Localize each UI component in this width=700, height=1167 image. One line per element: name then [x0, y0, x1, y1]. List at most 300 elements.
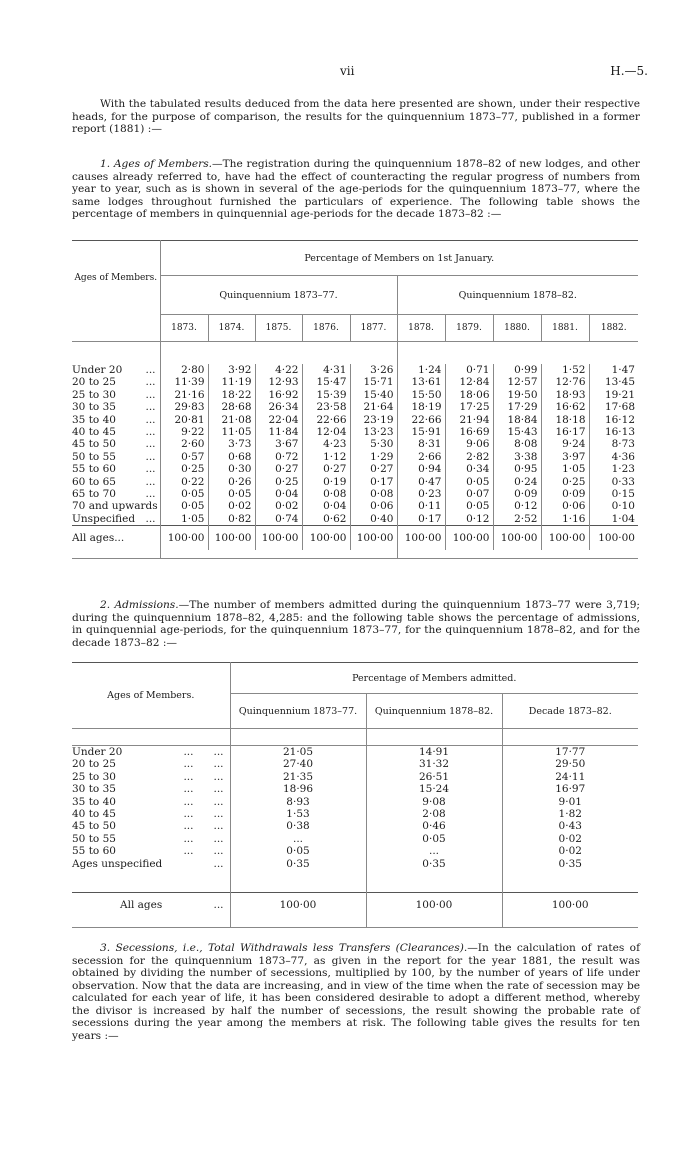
table-cell: 23·58 [302, 401, 350, 413]
table-row [72, 414, 638, 426]
age-label [72, 438, 160, 450]
table-cell: 0·43 [502, 820, 638, 832]
total-cell: 100·00 [589, 526, 638, 551]
total-label-text: All ages [120, 899, 163, 912]
table-cell: 21·16 [160, 389, 208, 401]
table-cell: 0·26 [208, 476, 255, 488]
page-header [0, 64, 700, 80]
table-cell: 1·29 [350, 451, 397, 463]
table-cell: 18·22 [208, 389, 255, 401]
section2-paragraph [72, 599, 640, 649]
group-header-1873-77: Quinquennium 1873–77. [160, 276, 397, 315]
table-cell: 1·53 [230, 808, 366, 820]
table-cell: 11·19 [208, 376, 255, 388]
table-row [72, 389, 638, 401]
section3-text: —In the calculation of rates of secession for the quinquennium 1873–77, as given in the report for the year 1881, the result was obtained by dividing the number of secessions, multiplied by 100, by the number of years of life under observation. Now that the data are increasing, and in view of the time when the rate of secession may be calculated for each year of life, it has been considered desirable to adopt a different method, whereby the divisor is increased by half the number of secessions, the result showing the probable rate of secessions during the year among the members at risk. The following table gives the results for ten years :— [72, 942, 640, 1042]
age-label-text: 30 to 35 [72, 783, 116, 796]
table-cell: 16·69 [445, 426, 493, 438]
table-cell: 16·13 [589, 426, 638, 438]
leader-dots: ... [145, 364, 156, 376]
table-cell: 1·04 [589, 513, 638, 526]
section2-title: 2. Admissions. [100, 599, 179, 611]
age-label-text: 50 to 55 [72, 450, 116, 463]
table-cell: 4·36 [589, 451, 638, 463]
age-label-text: 20 to 25 [72, 758, 116, 771]
total-cell: 100·00 [255, 526, 302, 551]
year-spacer [72, 315, 160, 342]
table-cell: ... [366, 845, 502, 857]
table-cell: 4·31 [302, 364, 350, 376]
table-row [72, 438, 638, 450]
table-cell: 8·08 [493, 438, 541, 450]
table-cell: 12·04 [302, 426, 350, 438]
total-cell: 100·00 [230, 893, 366, 918]
age-label [72, 488, 160, 500]
ages-of-members-table [72, 240, 638, 559]
age-label-text: 45 to 50 [72, 438, 116, 451]
table-cell: 0·02 [255, 500, 302, 512]
table-cell: 9·22 [160, 426, 208, 438]
age-label [72, 845, 230, 857]
table-row [72, 376, 638, 388]
table-cell: 0·08 [302, 488, 350, 500]
table-cell: 13·45 [589, 376, 638, 388]
age-label [72, 463, 160, 475]
leader-dots: ... [145, 475, 156, 488]
age-label-text: Unspecified [72, 512, 136, 525]
section1-paragraph [72, 158, 640, 221]
table-cell: 9·08 [366, 796, 502, 808]
table-row [72, 451, 638, 463]
table-cell: 5·30 [350, 438, 397, 450]
table-row [72, 463, 638, 475]
table-cell: 12·76 [541, 376, 589, 388]
age-label-text: 60 to 65 [72, 475, 116, 488]
table-cell: 0·35 [502, 858, 638, 870]
section2-text: —The number of members admitted during the quinquennium 1873–77 were 3,719; during the quinquennium 1878–82, 4,285: and the following table shows the percentage of admissions, in quinquennial age-periods, for the quinquennium 1873–77, for the quinquennium 1878–82, and for the decade 1873–82 :— [72, 599, 640, 649]
table-cell: 27·40 [230, 758, 366, 770]
table-cell: 21·35 [230, 771, 366, 783]
table-cell: 0·06 [350, 500, 397, 512]
age-label [72, 796, 230, 808]
table-cell: 0·05 [160, 488, 208, 500]
age-label [72, 858, 230, 870]
table-cell: 11·39 [160, 376, 208, 388]
age-label-text: 35 to 40 [72, 413, 116, 426]
table-cell: 4·22 [255, 364, 302, 376]
total-cell: 100·00 [541, 526, 589, 551]
table-cell: 24·11 [502, 771, 638, 783]
table-cell: 8·93 [230, 796, 366, 808]
year-header: 1880. [493, 315, 541, 342]
table-cell: 15·47 [302, 376, 350, 388]
table-cell: 0·15 [589, 488, 638, 500]
age-label-text: 50 to 55 [72, 832, 116, 845]
table-cell: 0·04 [255, 488, 302, 500]
table-cell: 16·92 [255, 389, 302, 401]
age-label-text: 55 to 60 [72, 463, 116, 476]
age-label [72, 451, 160, 463]
age-label [72, 820, 230, 832]
leader-dots: ... [145, 488, 156, 501]
table-cell: 1·05 [160, 513, 208, 526]
age-label-text: 25 to 30 [72, 770, 116, 783]
table-cell: 13·23 [350, 426, 397, 438]
age-label [72, 426, 160, 438]
table-cell: 0·33 [589, 476, 638, 488]
page-number: vii [340, 64, 355, 78]
year-header: 1877. [350, 315, 397, 342]
table-row [72, 513, 638, 526]
table-cell: 0·02 [208, 500, 255, 512]
total-cell: 100·00 [502, 893, 638, 918]
table-cell: 14·91 [366, 746, 502, 759]
table-cell: 9·24 [541, 438, 589, 450]
age-label-text: Under 20 [72, 746, 123, 758]
table1-top-header: Percentage of Members on 1st January. [160, 241, 638, 276]
total-label: All ages... [72, 532, 125, 545]
table-cell: 0·17 [350, 476, 397, 488]
leader-dots: ... [145, 512, 156, 525]
age-label [72, 783, 230, 795]
leader-dots: ... ... [183, 820, 224, 833]
age-label [72, 500, 160, 512]
total-cell: 100·00 [208, 526, 255, 551]
age-label-text: 45 to 50 [72, 820, 116, 833]
leader-dots: ... [213, 857, 224, 870]
total-cell: 100·00 [160, 526, 208, 551]
table-cell: 3·97 [541, 451, 589, 463]
table-cell: 16·12 [589, 414, 638, 426]
table-cell: 0·27 [350, 463, 397, 475]
table-cell: 2·08 [366, 808, 502, 820]
table-cell: 0·11 [397, 500, 445, 512]
table-cell: 1·52 [541, 364, 589, 376]
table-cell: 0·05 [160, 500, 208, 512]
table-cell: 18·19 [397, 401, 445, 413]
leader-dots: ... ... [183, 783, 224, 796]
table-cell: 0·57 [160, 451, 208, 463]
table-cell: 0·72 [255, 451, 302, 463]
table-cell: 3·73 [208, 438, 255, 450]
total-label [72, 893, 230, 918]
table-row [72, 845, 638, 857]
table-cell: 3·26 [350, 364, 397, 376]
table-cell: 16·97 [502, 783, 638, 795]
table-cell: 0·27 [255, 463, 302, 475]
table-cell: 0·02 [502, 833, 638, 845]
table-cell: 0·05 [230, 845, 366, 857]
table-cell: 0·74 [255, 513, 302, 526]
leader-dots: ... [145, 401, 156, 414]
table-row [72, 796, 638, 808]
age-label-text: 70 and upwards [72, 500, 158, 513]
table-cell: 0·23 [397, 488, 445, 500]
table-cell: 0·22 [160, 476, 208, 488]
group-header-1878-82: Quinquennium 1878–82. [397, 276, 638, 315]
table-cell: 17·68 [589, 401, 638, 413]
age-label [72, 389, 160, 401]
total-cell: 100·00 [493, 526, 541, 551]
table-cell: 1·82 [502, 808, 638, 820]
table-cell: 26·34 [255, 401, 302, 413]
table-cell: 21·05 [230, 746, 366, 759]
age-label [72, 376, 160, 388]
table-cell: 15·43 [493, 426, 541, 438]
table-cell: 0·08 [350, 488, 397, 500]
table-cell: 0·30 [208, 463, 255, 475]
table-cell: 0·05 [208, 488, 255, 500]
age-label [72, 746, 230, 759]
table-cell: 8·31 [397, 438, 445, 450]
leader-dots: ... ... [183, 808, 224, 821]
table-cell: 21·08 [208, 414, 255, 426]
table-row [72, 364, 638, 376]
table-row [72, 401, 638, 413]
table-cell: 11·84 [255, 426, 302, 438]
age-label-text: Ages unspecified [72, 857, 163, 870]
table-cell: 2·82 [445, 451, 493, 463]
table-cell: 29·50 [502, 758, 638, 770]
table2-row-header: Ages of Members. [107, 690, 195, 701]
age-label [72, 401, 160, 413]
table-cell: 1·23 [589, 463, 638, 475]
year-header: 1875. [255, 315, 302, 342]
table-cell: 9·06 [445, 438, 493, 450]
leader-dots: ... [145, 426, 156, 439]
table-cell: 8·73 [589, 438, 638, 450]
table-cell: 0·35 [230, 858, 366, 870]
table-cell: 15·40 [350, 389, 397, 401]
table-row [72, 820, 638, 832]
year-header: 1874. [208, 315, 255, 342]
table-row [72, 858, 638, 870]
table-cell: 20·81 [160, 414, 208, 426]
section1-text: —The registration during the quinquennium 1878–82 of new lodges, and other causes already referred to, have had the effect of counteracting the regular progress of numbers from year to year, such as is shown in several of the age-periods for the quinquennium 1873–77, where the same lodges throughout furnished the particulars of experience. The following table shows the percentage of members in quinquennial age-periods for the decade 1873–82 :— [72, 158, 640, 220]
table-cell: 0·09 [493, 488, 541, 500]
table-cell: 0·05 [366, 833, 502, 845]
table-cell: 31·32 [366, 758, 502, 770]
table-row [72, 488, 638, 500]
table-cell: 18·93 [541, 389, 589, 401]
table-row [72, 771, 638, 783]
table-row [72, 746, 638, 759]
leader-dots: ... [213, 899, 224, 912]
intro-paragraph [72, 98, 640, 136]
table-row [72, 426, 638, 438]
table-cell: 0·40 [350, 513, 397, 526]
leader-dots: ... [145, 388, 156, 401]
table-cell: 22·66 [302, 414, 350, 426]
table-cell: 2·66 [397, 451, 445, 463]
column-header: Decade 1873–82. [502, 694, 638, 729]
age-label [72, 414, 160, 426]
table-cell: 17·29 [493, 401, 541, 413]
table-cell: 0·94 [397, 463, 445, 475]
year-header: 1882. [589, 315, 638, 342]
table-cell: 16·17 [541, 426, 589, 438]
table-cell: 16·62 [541, 401, 589, 413]
leader-dots: ... ... [183, 832, 224, 845]
table-cell: 15·24 [366, 783, 502, 795]
table-cell: 18·06 [445, 389, 493, 401]
table-row [72, 758, 638, 770]
table-cell: 0·25 [160, 463, 208, 475]
table-cell: 0·06 [541, 500, 589, 512]
table-cell: 0·17 [397, 513, 445, 526]
table-cell: 19·21 [589, 389, 638, 401]
table-cell: 1·05 [541, 463, 589, 475]
table-cell: 9·01 [502, 796, 638, 808]
table-cell: 15·71 [350, 376, 397, 388]
section3-title: 3. Secessions, i.e., Total Withdrawals less Transfers (Clearances). [100, 942, 468, 954]
table-cell: 0·71 [445, 364, 493, 376]
intro-text: With the tabulated results deduced from the data here presented are shown, under their respective heads, for the purpose of comparison, the results for the quinquennium 1873–77, published in a former report (1881) :— [72, 98, 640, 135]
age-label-text: 65 to 70 [72, 488, 116, 501]
table-cell: 17·77 [502, 746, 638, 759]
year-header: 1881. [541, 315, 589, 342]
table-cell: 1·47 [589, 364, 638, 376]
table-cell: 13·61 [397, 376, 445, 388]
table-cell: 22·66 [397, 414, 445, 426]
total-cell: 100·00 [302, 526, 350, 551]
leader-dots: ... [145, 450, 156, 463]
year-header: 1878. [397, 315, 445, 342]
leader-dots: ... ... [183, 758, 224, 771]
table-cell: 11·05 [208, 426, 255, 438]
age-label [72, 758, 230, 770]
age-label-text: 55 to 60 [72, 845, 116, 858]
table2-top-header: Percentage of Members admitted. [230, 663, 638, 694]
year-header: 1873. [160, 315, 208, 342]
table-cell: 0·27 [302, 463, 350, 475]
leader-dots: ... [145, 376, 156, 389]
table-cell: 0·24 [493, 476, 541, 488]
table-cell: 0·35 [366, 858, 502, 870]
table-cell: 15·50 [397, 389, 445, 401]
table-cell: 0·82 [208, 513, 255, 526]
table-cell: 0·68 [208, 451, 255, 463]
table-cell: 2·52 [493, 513, 541, 526]
table-cell: 4·23 [302, 438, 350, 450]
table-cell: 15·91 [397, 426, 445, 438]
table-cell: 0·19 [302, 476, 350, 488]
leader-dots: ... ... [183, 770, 224, 783]
table-cell: 0·05 [445, 500, 493, 512]
admissions-table [72, 662, 638, 928]
total-cell: 100·00 [350, 526, 397, 551]
document-reference: H.—5. [610, 64, 648, 78]
table-row [72, 833, 638, 845]
leader-dots: ... ... [183, 746, 224, 758]
table-row [72, 783, 638, 795]
column-header: Quinquennium 1878–82. [366, 694, 502, 729]
table-cell: 28·68 [208, 401, 255, 413]
age-label-text: 35 to 40 [72, 795, 116, 808]
table-cell: 18·96 [230, 783, 366, 795]
section1-title: 1. Ages of Members. [100, 158, 212, 170]
age-label [72, 476, 160, 488]
year-header: 1879. [445, 315, 493, 342]
leader-dots: ... [145, 463, 156, 476]
table-cell: 0·25 [541, 476, 589, 488]
table-cell: 21·64 [350, 401, 397, 413]
age-label [72, 833, 230, 845]
table-cell: 0·95 [493, 463, 541, 475]
table-cell: 1·12 [302, 451, 350, 463]
table-cell: 0·09 [541, 488, 589, 500]
table-cell: 0·25 [255, 476, 302, 488]
table-cell: 1·24 [397, 364, 445, 376]
age-label-text: 40 to 45 [72, 808, 116, 821]
table-cell: 0·62 [302, 513, 350, 526]
table-cell: 12·93 [255, 376, 302, 388]
table-cell: 0·05 [445, 476, 493, 488]
table-cell: 22·04 [255, 414, 302, 426]
table-row [72, 500, 638, 512]
table-cell: 0·07 [445, 488, 493, 500]
age-label [72, 808, 230, 820]
table-cell: 12·57 [493, 376, 541, 388]
table-cell: 0·12 [493, 500, 541, 512]
section3-paragraph [72, 942, 640, 1042]
table-cell: 0·04 [302, 500, 350, 512]
total-cell: 100·00 [366, 893, 502, 918]
table-cell: 15·39 [302, 389, 350, 401]
year-header: 1876. [302, 315, 350, 342]
age-label-text: 40 to 45 [72, 426, 116, 439]
table-cell: 3·38 [493, 451, 541, 463]
table-row [72, 476, 638, 488]
total-cell: 100·00 [397, 526, 445, 551]
row-header: Ages of Members. [74, 272, 158, 283]
leader-dots: ... [145, 438, 156, 451]
table-cell: 0·12 [445, 513, 493, 526]
table-cell: 26·51 [366, 771, 502, 783]
table-row [72, 808, 638, 820]
table-cell: 18·84 [493, 414, 541, 426]
table-cell: 0·38 [230, 820, 366, 832]
table-cell: 12·84 [445, 376, 493, 388]
table-cell: 19·50 [493, 389, 541, 401]
table-cell: ... [230, 833, 366, 845]
column-header: Quinquennium 1873–77. [230, 694, 366, 729]
age-label-text: Under 20 [72, 364, 123, 376]
table-cell: 0·34 [445, 463, 493, 475]
table-cell: 1·16 [541, 513, 589, 526]
table-cell: 18·18 [541, 414, 589, 426]
table-cell: 2·60 [160, 438, 208, 450]
table-cell: 0·10 [589, 500, 638, 512]
table-cell: 0·47 [397, 476, 445, 488]
table-cell: 17·25 [445, 401, 493, 413]
table-cell: 0·02 [502, 845, 638, 857]
age-label [72, 364, 160, 376]
table-cell: 2·80 [160, 364, 208, 376]
table-cell: 3·67 [255, 438, 302, 450]
table-cell: 29·83 [160, 401, 208, 413]
table-cell: 0·46 [366, 820, 502, 832]
age-label-text: 25 to 30 [72, 388, 116, 401]
age-label-text: 20 to 25 [72, 376, 116, 389]
table-cell: 23·19 [350, 414, 397, 426]
age-label [72, 771, 230, 783]
leader-dots: ... ... [183, 845, 224, 858]
total-cell: 100·00 [445, 526, 493, 551]
leader-dots: ... [145, 413, 156, 426]
age-label [72, 513, 160, 526]
leader-dots: ... ... [183, 795, 224, 808]
